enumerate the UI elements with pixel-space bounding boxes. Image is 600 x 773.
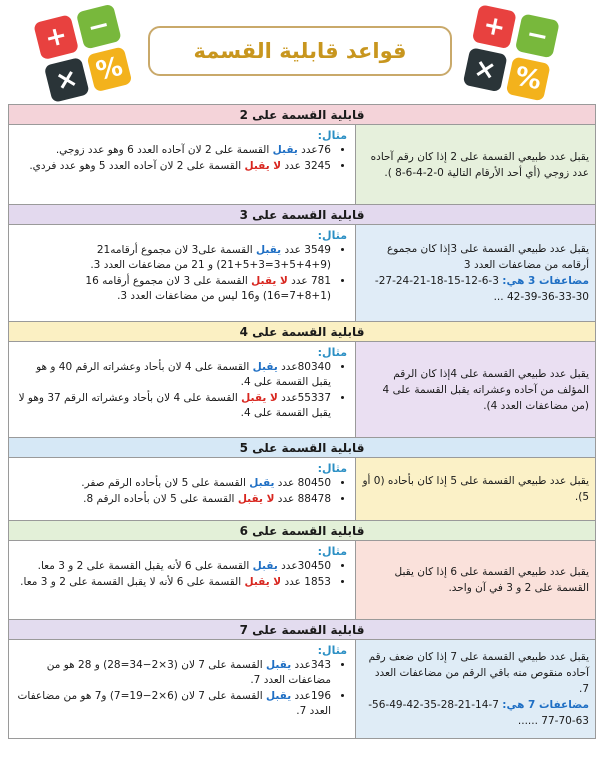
plus-icon: + [472,4,517,49]
example-item: • 80450 عدد يقبل القسمة على 5 لان بأحاده الرقم صفر. [15,476,331,491]
times-icon: × [44,57,90,103]
example-cell [9,342,355,437]
page-header [0,0,600,105]
section-title: قابلية القسمة على 6 [9,521,595,541]
example-item: • 343عدد يقبل القسمة على 7 لان (3×2−34=28) و 28 هو من مضاعفات العدد 7. [15,658,331,688]
example-cell [9,225,355,321]
rule-text [355,225,595,321]
example-cell [9,541,355,619]
example-label: مثال: [317,462,347,475]
rule-statement: يقبل عدد طبيعي القسمة على 7 إذا كان ضعف رقم آحاده منقوص منه باقي الرقم من مضاعفات العدد 7. [368,651,589,695]
example-item: • 30450عدد يقبل القسمة على 6 لأنه يقبل القسمة على 2 و 3 معا. [15,559,331,574]
rule-statement: يقبل عدد طبيعي القسمة على 3إذا كان مجموع أرقامه من مضاعفات العدد 3 [387,243,589,271]
multiples-label: مضاعفات 3 هي: [502,275,589,287]
page-title: قواعد قابلية القسمة [148,26,452,76]
section-title: قابلية القسمة على 3 [9,205,595,225]
calculator-icon-right [462,4,562,104]
rule-text [355,458,595,520]
example-item: • 80340عدد يقبل القسمة على 4 لان بأحاد وعشراته الرقم 40 و هو يقبل القسمة على 4. [15,360,331,390]
example-item: • 1853 عدد لا يقبل القسمة على 6 لأنه لا يقبل القسمة على 2 و 3 معا. [15,575,331,590]
rules-table [8,104,596,739]
example-item: • 3245 عدد لا يقبل القسمة على 2 لان آحاده العدد 5 وهو عدد فردي. [15,159,331,174]
percent-icon: % [506,56,551,101]
example-item: • 196عدد يقبل القسمة على 7 لان (6×2−19=7) و7 هو من مضاعفات العدد 7. [15,689,331,719]
rule-statement: يقبل عدد طبيعي القسمة على 2 إذا كان رقم آحاده عدد زوجي (أي أحد الأرقام التالية 0-2-4-6-8 ). [370,150,589,179]
example-item: • 88478 عدد لا يقبل القسمة على 5 لان بأحاده الرقم 8. [15,492,331,507]
example-cell [9,125,355,204]
example-item: • 3549 عدد يقبل القسمة على3 لان مجموع أرقامه21 (9+4+5+3=3+5+21) و 21 من مضاعفات العدد 3. [15,243,331,273]
times-icon: × [463,47,508,92]
example-label: مثال: [317,545,347,558]
section-divisibility-5 [9,437,595,520]
section-divisibility-4 [9,321,595,437]
rule-statement: يقبل عدد طبيعي القسمة على 6 إذا كان يقبل القسمة على 2 و 3 في آن واحد. [394,566,589,594]
example-item: • 55337عدد لا يقبل القسمة على 4 لان بأحاد وعشراته الرقم 37 وهو لا يقبل القسمة على 4. [15,391,331,421]
example-label: مثال: [317,644,347,657]
example-label: مثال: [317,346,347,359]
calculator-icon-left [33,3,135,105]
minus-icon: − [76,4,122,50]
section-divisibility-7 [9,619,595,738]
plus-icon: + [33,14,79,60]
rule-text [355,342,595,437]
multiples-list: 7-14-21-28-35-42-49-56-63-70-77 ...... [368,699,589,727]
section-divisibility-3 [9,204,595,321]
section-title: قابلية القسمة على 4 [9,322,595,342]
example-cell [9,458,355,520]
section-title: قابلية القسمة على 7 [9,620,595,640]
example-label: مثال: [317,229,347,242]
example-label: مثال: [317,129,347,142]
example-item: • 76عدد يقبل القسمة على 2 لان آحاده العدد 6 وهو عدد زوجي. [15,143,331,158]
rule-text [355,640,595,738]
rule-statement: يقبل عدد طبيعي القسمة على 4إذا كان الرقم المؤلف من آحاده وعشراته يقبل القسمة على 4 (من مضاعفات العدد 4). [382,367,589,412]
multiples-label: مضاعفات 7 هي: [502,699,589,711]
multiples-list: 3-6-12-15-18-21-24-27-30-33-36-39-42 ... [374,275,589,303]
section-divisibility-6 [9,520,595,619]
section-divisibility-2 [9,105,595,204]
example-item: • 781 عدد لا يقبل القسمة على 3 لان مجموع أرقامه 16 (1+8+7=16) و16 ليس من مضاعفات العدد 3. [15,274,331,304]
rule-statement: يقبل عدد طبيعي القسمة على 5 إذا كان بأحاده (0 أو 5). [362,475,589,503]
rule-text [355,541,595,619]
section-title: قابلية القسمة على 2 [9,105,595,125]
percent-icon: % [86,46,132,92]
minus-icon: − [515,13,560,58]
example-cell [9,640,355,738]
rule-text [355,125,595,204]
section-title: قابلية القسمة على 5 [9,438,595,458]
